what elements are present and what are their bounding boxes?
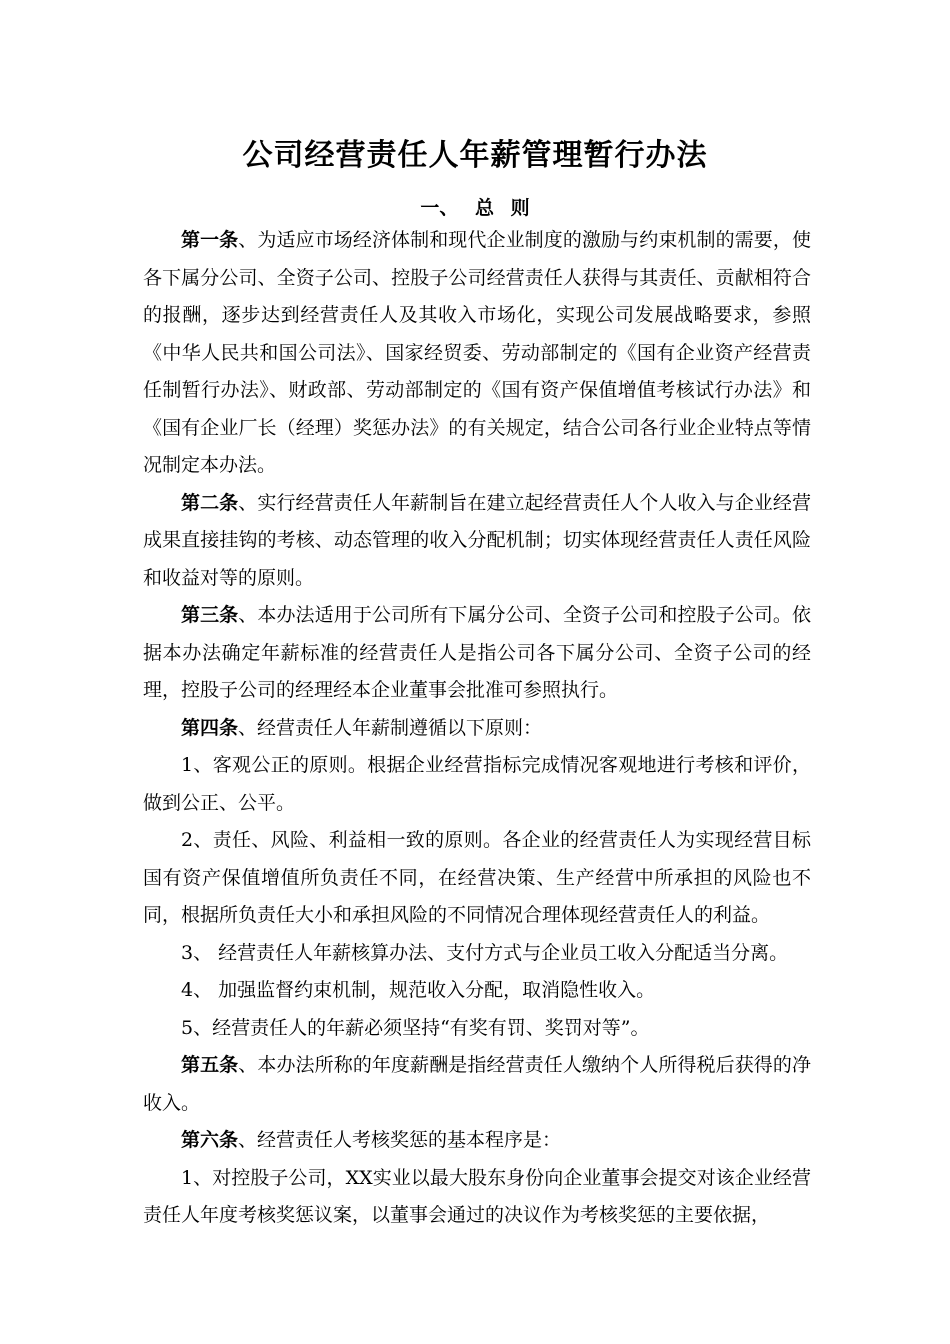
list-item	[143, 935, 811, 973]
paragraph-text: 4、 加强监督约束机制，规范收入分配，取消隐性收入。	[181, 979, 656, 1001]
paragraph-article-1	[143, 222, 811, 485]
article-label: 第二条	[181, 491, 239, 514]
article-label: 第五条	[181, 1054, 239, 1076]
paragraph-text: 5、经营责任人的年薪必须坚持“有奖有罚、奖罚对等”。	[181, 1016, 650, 1039]
paragraph-text: 1、对控股子公司，XX实业以最大股东身份向企业董事会提交对该企业经营责任人年度考核奖惩议案，以董事会通过的决议作为考核奖惩的主要依据，	[143, 1166, 811, 1226]
paragraph-text: 3、 经营责任人年薪核算办法、支付方式与企业员工收入分配适当分离。	[181, 941, 789, 964]
article-label: 第六条	[181, 1129, 239, 1151]
list-item	[143, 1010, 811, 1048]
paragraph-text: 1、客观公正的原则。根据企业经营指标完成情况客观地进行考核和评价，做到公正、公平。	[143, 754, 811, 814]
list-item	[143, 972, 811, 1010]
paragraph-text: 、实行经营责任人年薪制旨在建立起经营责任人个人收入与企业经营成果直接挂钩的考核、动态管理的收入分配机制；切实体现经营责任人责任风险和收益对等的原则。	[143, 491, 811, 589]
paragraph-article-3	[143, 597, 811, 710]
paragraph-article-5	[143, 1047, 811, 1122]
list-item	[143, 1160, 811, 1235]
document-body	[143, 222, 811, 1235]
list-item	[143, 747, 811, 822]
article-label: 第三条	[181, 604, 239, 626]
paragraph-article-4	[143, 710, 811, 748]
article-label: 第一条	[181, 229, 239, 251]
document-title: 公司经营责任人年薪管理暂行办法	[242, 138, 708, 173]
paragraph-text: 、本办法适用于公司所有下属分公司、全资子公司和控股子公司。依据本办法确定年薪标准的经营责任人是指公司各下属分公司、全资子公司的经理，控股子公司的经理经本企业董事会批准可参照执行。	[143, 604, 811, 701]
section-heading: 一、 总 则	[420, 197, 530, 219]
article-label: 第四条	[181, 716, 239, 739]
list-item	[143, 822, 811, 935]
paragraph-text: 、本办法所称的年度薪酬是指经营责任人缴纳个人所得税后获得的净收入。	[143, 1054, 811, 1114]
paragraph-text: 、经营责任人考核奖惩的基本程序是：	[238, 1129, 562, 1151]
paragraph-text: 2、责任、风险、利益相一致的原则。各企业的经营责任人为实现经营目标国有资产保值增值所负责任不同，在经营决策、生产经营中所承担的风险也不同，根据所负责任大小和承担风险的不同情况合理体现经营责任人的利益。	[143, 829, 811, 926]
paragraph-text: 、为适应市场经济体制和现代企业制度的激励与约束机制的需要，使各下属分公司、全资子公司、控股子公司经营责任人获得与其责任、贡献相符合的报酬，逐步达到经营责任人及其收入市场化，实现公司发展战略要求，参照《中华人民共和国公司法》、国家经贸委、劳动部制定的《国有企业资产经营责任制暂行办法》、财政部、劳动部制定的《国有资产保值增值考核试行办法》和《国有企业厂长（经理）奖惩办法》的有关规定，结合公司各行业企业特点等情况制定本办法。	[143, 229, 811, 476]
paragraph-article-6	[143, 1122, 811, 1160]
paragraph-text: 、经营责任人年薪制遵循以下原则：	[238, 716, 543, 739]
paragraph-article-2	[143, 485, 811, 598]
